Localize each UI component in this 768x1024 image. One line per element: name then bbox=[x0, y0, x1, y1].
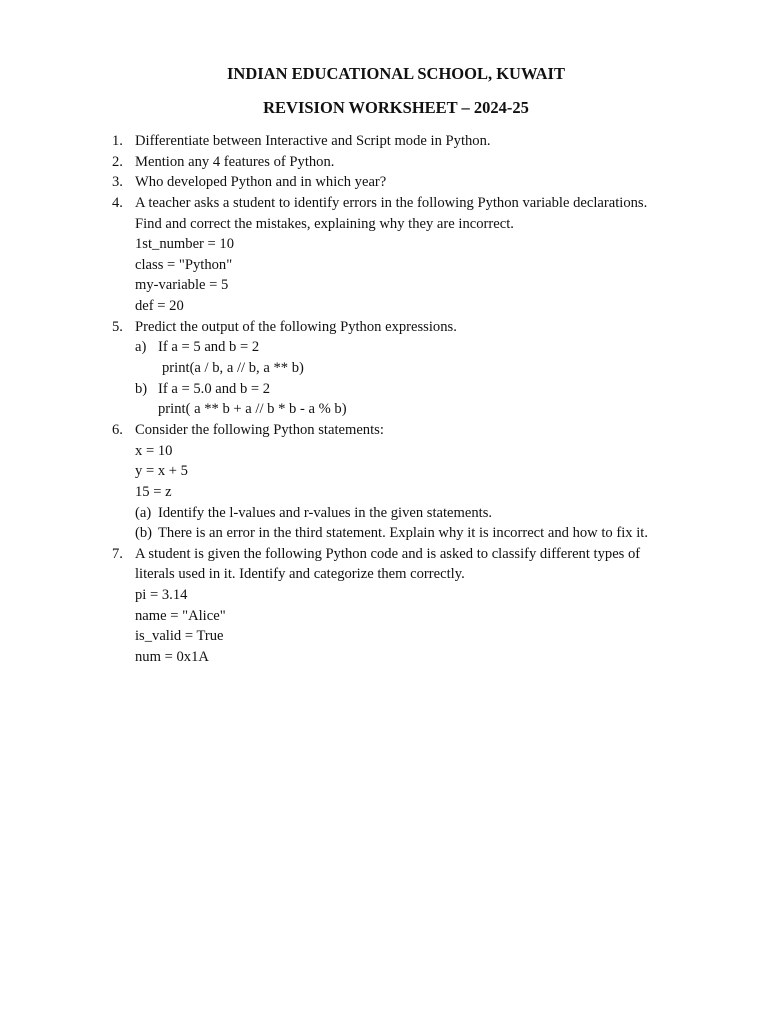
question-text: Predict the output of the following Python expressions. bbox=[135, 318, 457, 335]
code-text: print(a / b, a // b, a ** b) bbox=[162, 360, 304, 377]
sub-question-label: (b) bbox=[135, 525, 153, 542]
question-5 bbox=[0, 317, 768, 338]
question-3 bbox=[0, 172, 768, 193]
sub-question-text: If a = 5 and b = 2 bbox=[158, 339, 260, 356]
code-line bbox=[0, 626, 768, 647]
sub-question-text: There is an error in the third statement. Explain why it is incorrect and how to fix it. bbox=[158, 525, 648, 542]
code-text: y = x + 5 bbox=[135, 463, 188, 480]
question-1 bbox=[0, 131, 768, 152]
question-list bbox=[0, 131, 768, 668]
question-text: A student is given the following Python code and is asked to classify different types of bbox=[135, 545, 641, 562]
sub-question-a bbox=[0, 337, 768, 358]
sub-question-b bbox=[0, 523, 768, 544]
code-line bbox=[0, 399, 768, 420]
code-text: print( a ** b + a // b * b - a % b) bbox=[158, 401, 347, 418]
code-text: num = 0x1A bbox=[135, 649, 209, 666]
question-number: 4. bbox=[112, 194, 123, 211]
code-line bbox=[0, 606, 768, 627]
sub-question-b bbox=[0, 379, 768, 400]
question-number: 7. bbox=[112, 545, 123, 562]
question-7-line bbox=[0, 564, 768, 585]
question-text: Who developed Python and in which year? bbox=[135, 174, 387, 191]
code-line bbox=[0, 441, 768, 462]
code-text: name = "Alice" bbox=[135, 607, 226, 624]
question-number: 5. bbox=[112, 318, 123, 335]
code-text: 15 = z bbox=[135, 483, 172, 500]
question-4 bbox=[0, 193, 768, 214]
question-number: 1. bbox=[112, 133, 123, 149]
code-line bbox=[0, 358, 768, 379]
question-4-line bbox=[0, 214, 768, 235]
code-line bbox=[0, 647, 768, 668]
code-text: my-variable = 5 bbox=[135, 277, 229, 294]
code-line bbox=[0, 585, 768, 606]
code-text: class = "Python" bbox=[135, 256, 233, 273]
question-text: Mention any 4 features of Python. bbox=[135, 153, 335, 170]
sub-question-text: If a = 5.0 and b = 2 bbox=[158, 380, 271, 397]
code-text: 1st_number = 10 bbox=[135, 236, 235, 253]
code-text: x = 10 bbox=[135, 442, 173, 459]
code-text: def = 20 bbox=[135, 298, 184, 315]
sub-question-text: Identify the l-values and r-values in the given statements. bbox=[158, 504, 493, 521]
question-text: literals used in it. Identify and categorize them correctly. bbox=[135, 566, 465, 583]
question-6 bbox=[0, 420, 768, 441]
code-line bbox=[0, 275, 768, 296]
question-number: 6. bbox=[112, 421, 123, 438]
code-line bbox=[0, 255, 768, 276]
question-2 bbox=[0, 152, 768, 173]
question-text: Consider the following Python statements: bbox=[135, 421, 384, 438]
sub-question-label: a) bbox=[135, 339, 147, 356]
code-line bbox=[0, 296, 768, 317]
question-number: 2. bbox=[112, 153, 123, 170]
worksheet-title: REVISION WORKSHEET – 2024-25 bbox=[263, 98, 529, 117]
question-text: A teacher asks a student to identify errors in the following Python variable declarations. bbox=[135, 194, 648, 211]
question-text: Differentiate between Interactive and Script mode in Python. bbox=[135, 133, 491, 149]
question-number: 3. bbox=[112, 174, 123, 191]
school-title: INDIAN EDUCATIONAL SCHOOL, KUWAIT bbox=[226, 64, 565, 83]
question-7 bbox=[0, 544, 768, 565]
code-line bbox=[0, 482, 768, 503]
sub-question-a bbox=[0, 503, 768, 524]
code-text: pi = 3.14 bbox=[135, 587, 188, 604]
code-line bbox=[0, 234, 768, 255]
code-text: is_valid = True bbox=[135, 628, 224, 645]
code-line bbox=[0, 461, 768, 482]
question-text: Find and correct the mistakes, explaining why they are incorrect. bbox=[135, 215, 514, 232]
sub-question-label: (a) bbox=[135, 504, 152, 521]
sub-question-label: b) bbox=[135, 380, 148, 397]
